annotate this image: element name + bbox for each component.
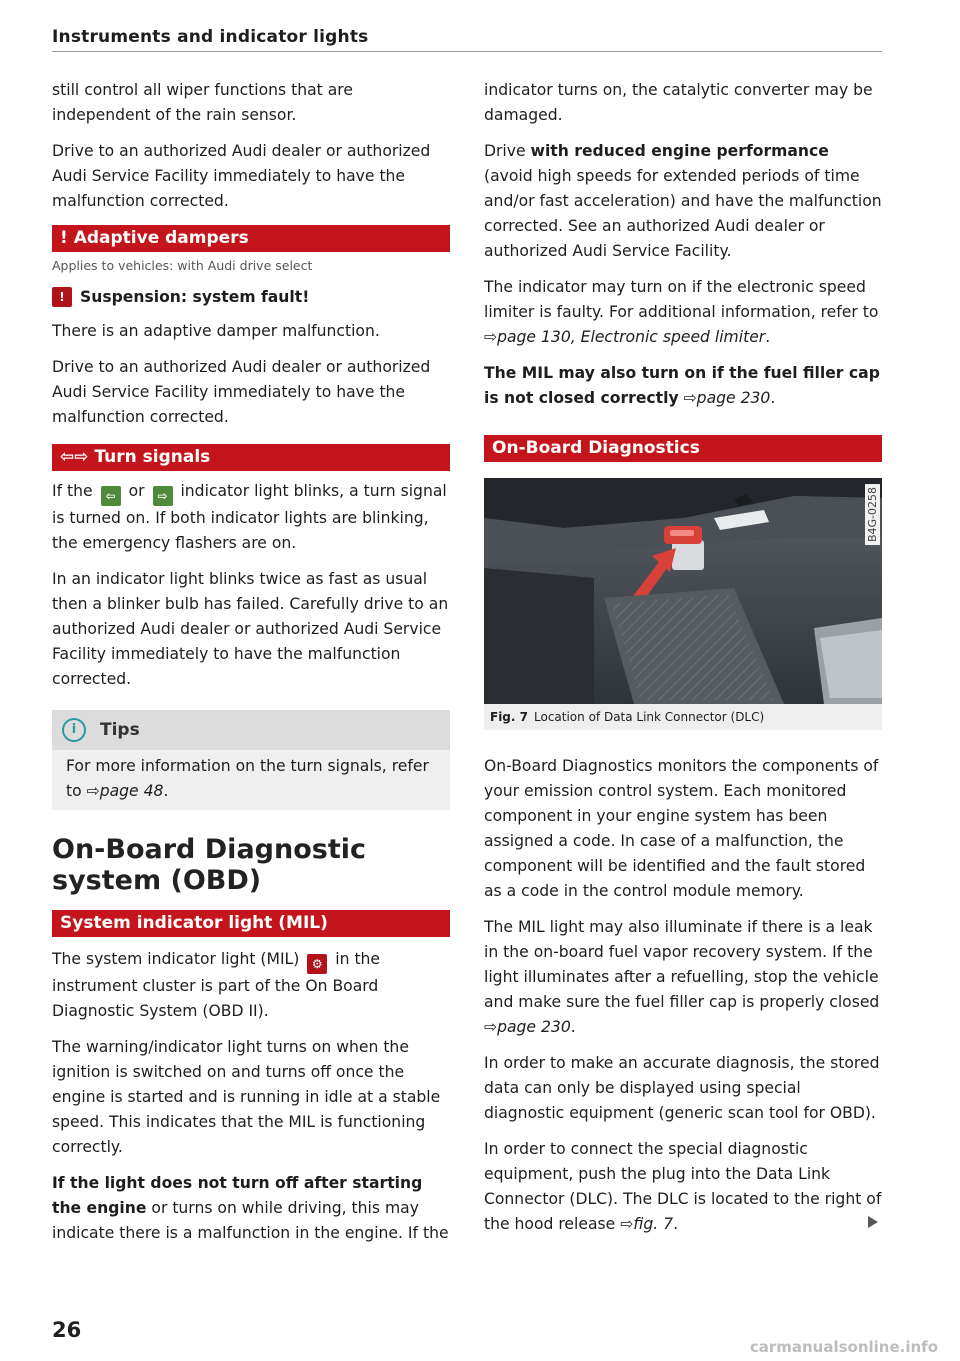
- drive-paragraph: Drive to an authorized Audi dealer or authorized Audi Service Facility immediately to have the malfunction corrected.: [52, 142, 431, 210]
- fuel-cap-bold: The MIL may also turn on if the fuel filler cap is not closed correctly: [484, 364, 880, 407]
- applies-note: Applies to vehicles: with Audi drive select: [52, 258, 313, 273]
- turn-text-b: indicator light blinks, a turn signal is turned on. If both indicator lights are blinking, the emergency flashers are on.: [52, 482, 447, 552]
- figure-link[interactable]: fig. 7: [633, 1215, 674, 1233]
- wiper-paragraph: still control all wiper functions that are independent of the rain sensor.: [52, 81, 353, 124]
- tips-text: [66, 754, 436, 804]
- fuel-vapor-paragraph: [484, 915, 882, 1040]
- arrow-icon: ⇨: [620, 1215, 634, 1233]
- page-number: 26: [52, 1318, 82, 1342]
- right-column: [484, 78, 882, 1248]
- fuel-vapor-a: The MIL light may also illuminate if there is a leak in the on-board fuel vapor recovery system. If the light illuminates after a refuelling, stop the vehicle and make sure the fuel filler cap is properly closed: [484, 918, 880, 1011]
- turn-signals-heading: [52, 444, 450, 471]
- adaptive-dampers-heading: [52, 225, 450, 252]
- fuel-vapor-end: .: [570, 1018, 576, 1036]
- blinker-failure-paragraph: In an indicator light blinks twice as fast as usual then a blinker bulb has failed. Carefully drive to an authorized Audi dealer or authorized Audi Service Facility immediately to have the malfunction corrected.: [52, 570, 449, 688]
- turn-signal-paragraph: [52, 479, 450, 556]
- running-header: Instruments and indicator lights: [52, 27, 369, 47]
- turn-text-or: or: [128, 482, 145, 500]
- right-turn-icon: ⇨: [153, 486, 173, 506]
- reduced-performance-paragraph: [484, 139, 882, 264]
- dlc-figure: [484, 478, 882, 704]
- arrow-icon: ⇨: [683, 389, 697, 407]
- mil-malfunction-rest: or turns on while driving, this may indicate there is a malfunction in the engine. If the: [52, 1199, 449, 1242]
- drive-b: (avoid high speeds for extended periods of time and/or fast acceleration) and have the malfunction corrected. See an authorized Audi dealer or authorized Audi Service Facility.: [484, 167, 882, 260]
- warning-icon: !: [60, 228, 68, 248]
- speed-limiter-link[interactable]: page 130, Electronic speed limiter: [497, 328, 766, 346]
- turn-text-a: If the: [52, 482, 93, 500]
- mil-malfunction-bold: If the light does not turn off after starting the engine: [52, 1174, 423, 1217]
- figure-caption: [484, 704, 882, 730]
- turn-signal-icons: ⇦⇨: [60, 447, 89, 467]
- speed-a: The indicator may turn on if the electronic speed limiter is faulty. For additional information, refer to: [484, 278, 879, 321]
- mil-intro-b: in the instrument cluster is part of the On Board Diagnostic System (OBD II).: [52, 950, 381, 1020]
- dlc-paragraph: [484, 1137, 882, 1237]
- turn-signals-title: Turn signals: [94, 447, 211, 467]
- mil-intro-a: The system indicator light (MIL): [52, 950, 300, 968]
- tips-title: Tips: [100, 720, 140, 740]
- left-turn-icon: ⇦: [101, 486, 121, 506]
- figure-id: B4G-0258: [865, 484, 880, 545]
- tips-box: [52, 710, 450, 810]
- mil-intro: [52, 947, 450, 1024]
- tips-body: [52, 750, 450, 810]
- info-icon: i: [62, 718, 86, 742]
- drive-bold: with reduced engine performance: [530, 142, 829, 160]
- fuel-cap-paragraph: [484, 361, 882, 411]
- suspension-warning-icon: !: [52, 287, 72, 307]
- mil-engine-icon: ⚙: [307, 954, 327, 974]
- tips-header: [52, 710, 450, 750]
- left-column: [52, 78, 450, 1257]
- figure-caption-text: Location of Data Link Connector (DLC): [534, 710, 765, 724]
- mil-heading: System indicator light (MIL): [52, 910, 450, 937]
- adaptive-dampers-title: Adaptive dampers: [73, 228, 249, 248]
- suspension-warning: [52, 287, 450, 307]
- damper-drive-text: Drive to an authorized Audi dealer or authorized Audi Service Facility immediately to have the malfunction corrected.: [52, 358, 431, 426]
- fuel-cap-link[interactable]: page 230: [696, 389, 771, 407]
- header-rule: [52, 51, 882, 52]
- dlc-end: .: [673, 1215, 679, 1233]
- continue-arrow-icon: [868, 1216, 878, 1228]
- arrow-icon: ⇨: [484, 328, 498, 346]
- obd-section-heading: On-Board Diagnostic system (OBD): [52, 834, 366, 896]
- drive-a: Drive: [484, 142, 526, 160]
- diagnosis-paragraph: In order to make an accurate diagnosis, the stored data can only be displayed using special diagnostic equipment (generic scan tool for OBD).: [484, 1054, 880, 1122]
- obd-monitor-paragraph: On-Board Diagnostics monitors the components of your emission control system. Each monitored component in your engine system has been assigned a code. In case of a malfunction, the component will be identified and the fault stored as a code in the control module memory.: [484, 757, 879, 900]
- fuel-end: .: [770, 389, 776, 407]
- suspension-warning-text: Suspension: system fault!: [80, 288, 310, 306]
- dlc-illustration: [484, 478, 882, 704]
- fuel-vapor-link[interactable]: page 230: [497, 1018, 571, 1036]
- arrow-icon: ⇨: [86, 782, 100, 800]
- tips-end: .: [163, 782, 169, 800]
- speed-limiter-paragraph: [484, 275, 882, 350]
- mil-malfunction-paragraph: [52, 1171, 450, 1246]
- arrow-icon: ⇨: [484, 1018, 498, 1036]
- tips-page-link[interactable]: page 48: [99, 782, 164, 800]
- watermark: carmanualsonline.info: [749, 1338, 938, 1356]
- speed-end: .: [765, 328, 771, 346]
- figure-label: Fig. 7: [490, 710, 528, 724]
- obd-heading: On-Board Diagnostics: [484, 435, 882, 462]
- damper-malfunction-text: There is an adaptive damper malfunction.: [52, 322, 380, 340]
- dlc-a: In order to connect the special diagnostic equipment, push the plug into the Data Link Connector (DLC). The DLC is located to the right of the hood release: [484, 1140, 882, 1233]
- catalytic-paragraph: indicator turns on, the catalytic converter may be damaged.: [484, 81, 873, 124]
- tips-text-main: For more information on the turn signals, refer to: [66, 757, 429, 800]
- mil-function-paragraph: The warning/indicator light turns on when the ignition is switched on and turns off once the engine is started and is running in idle at a stable speed. This indicates that the MIL is functioning correctly.: [52, 1038, 441, 1156]
